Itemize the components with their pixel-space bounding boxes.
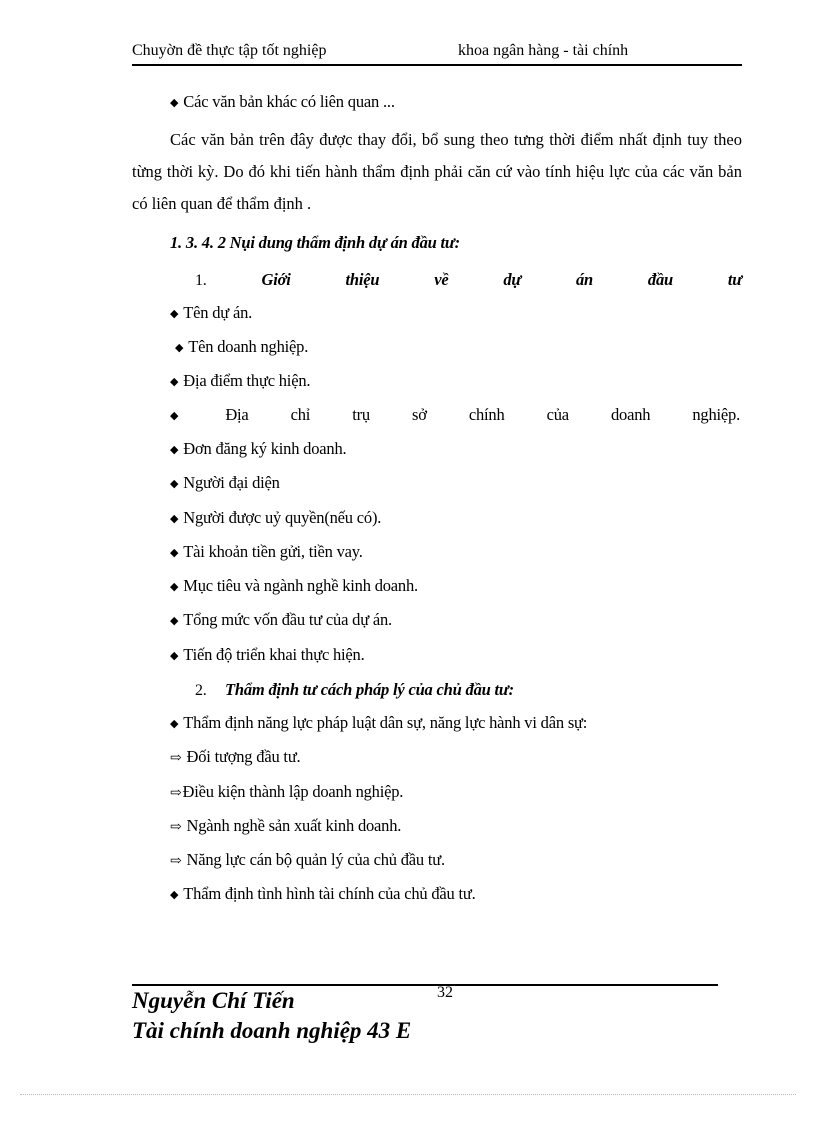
diamond-bullet-icon: ◆ <box>175 342 184 354</box>
bullet-item: ◆ Người đại diện <box>170 473 280 492</box>
page-number: 32 <box>437 984 453 1001</box>
bullet-item: ◆ Đơn đăng ký kinh doanh. <box>170 439 347 458</box>
subheading-2: 2. Thẩm định tư cách pháp lý của chủ đầu tư: <box>195 680 514 699</box>
section-heading: 1. 3. 4. 2 Nụi dung thẩm định dự án đầu tư: <box>170 233 460 252</box>
diamond-bullet-icon: ◆ <box>170 718 179 730</box>
bullet-item-justified: ◆ Địa chỉ trụ sở chính của doanh nghiệp. <box>170 405 740 424</box>
diamond-bullet-icon: ◆ <box>170 889 179 901</box>
bullet-item: ◆ Thẩm định năng lực pháp luật dân sự, năng lực hành vi dân sự: <box>170 713 588 732</box>
subheading-1-number: 1. <box>195 272 207 289</box>
bullet-item: ◆ Thẩm định tình hình tài chính của chủ đầu tư. <box>170 884 476 903</box>
bullet-item: ◆ Tài khoản tiền gửi, tiền vay. <box>170 542 363 561</box>
diamond-bullet-icon: ◆ <box>170 547 179 559</box>
subheading-2-number: 2. <box>195 682 207 699</box>
diamond-bullet-icon: ◆ <box>170 650 179 662</box>
page-header <box>132 42 742 66</box>
diamond-bullet-icon: ◆ <box>170 581 179 593</box>
bullet-item: ◆ Tiến độ triển khai thực hiện. <box>170 645 365 664</box>
arrow-right-icon: ⇨ <box>170 751 182 766</box>
bullet-item: ◆ Địa điểm thực hiện. <box>170 371 311 390</box>
bullet-item: ◆ Tên doanh nghiệp. <box>175 337 309 356</box>
diamond-bullet-icon: ◆ <box>170 513 179 525</box>
arrow-item: ⇨ Đối tượng đầu tư. <box>170 747 301 766</box>
footer-author: Nguyễn Chí Tiến <box>132 988 295 1013</box>
arrow-item: ⇨Điều kiện thành lập doanh nghiệp. <box>170 782 404 801</box>
bullet-item: ◆ Mục tiêu và ngành nghề kinh doanh. <box>170 576 418 595</box>
arrow-right-icon: ⇨ <box>170 854 182 869</box>
header-right: khoa ngân hàng - tài chính <box>458 42 629 59</box>
bullet-item: ◆ Người được uỷ quyền(nếu có). <box>170 508 382 527</box>
bullet-item: ◆ Tên dự án. <box>170 303 253 322</box>
header-left: Chuyờn đề thực tập tốt nghiệp <box>132 42 327 59</box>
arrow-item: ⇨ Ngành nghề sản xuất kinh doanh. <box>170 816 402 835</box>
arrow-item: ⇨ Năng lực cán bộ quản lý của chủ đầu tư. <box>170 850 445 869</box>
page-bottom-divider <box>20 1094 796 1095</box>
diamond-bullet-icon: ◆ <box>170 410 179 422</box>
footer-rule <box>132 984 718 986</box>
subheading-1: 1. Giới thiệu về dự án đầu tư <box>195 270 742 289</box>
diamond-bullet-icon: ◆ <box>170 444 179 456</box>
diamond-bullet-icon: ◆ <box>170 97 179 109</box>
diamond-bullet-icon: ◆ <box>170 376 179 388</box>
diamond-bullet-icon: ◆ <box>170 615 179 627</box>
bullet-item: ◆ Các văn bản khác có liên quan ... <box>170 92 395 111</box>
diamond-bullet-icon: ◆ <box>170 478 179 490</box>
footer-class: Tài chính doanh nghiệp 43 E <box>132 1018 412 1043</box>
arrow-right-icon: ⇨ <box>170 786 182 801</box>
bullet-item: ◆ Tổng mức vốn đầu tư của dự án. <box>170 610 392 629</box>
arrow-right-icon: ⇨ <box>170 820 182 835</box>
diamond-bullet-icon: ◆ <box>170 308 179 320</box>
body-paragraph: Các văn bản trên đây được thay đổi, bổ sung theo tưng thời điểm nhất định tuy theo từng thời kỳ. Do đó khi tiến hành thẩm định phải căn cứ vào tính hiệu lực của các văn bản có liên quan để thẩm định . <box>132 130 742 213</box>
